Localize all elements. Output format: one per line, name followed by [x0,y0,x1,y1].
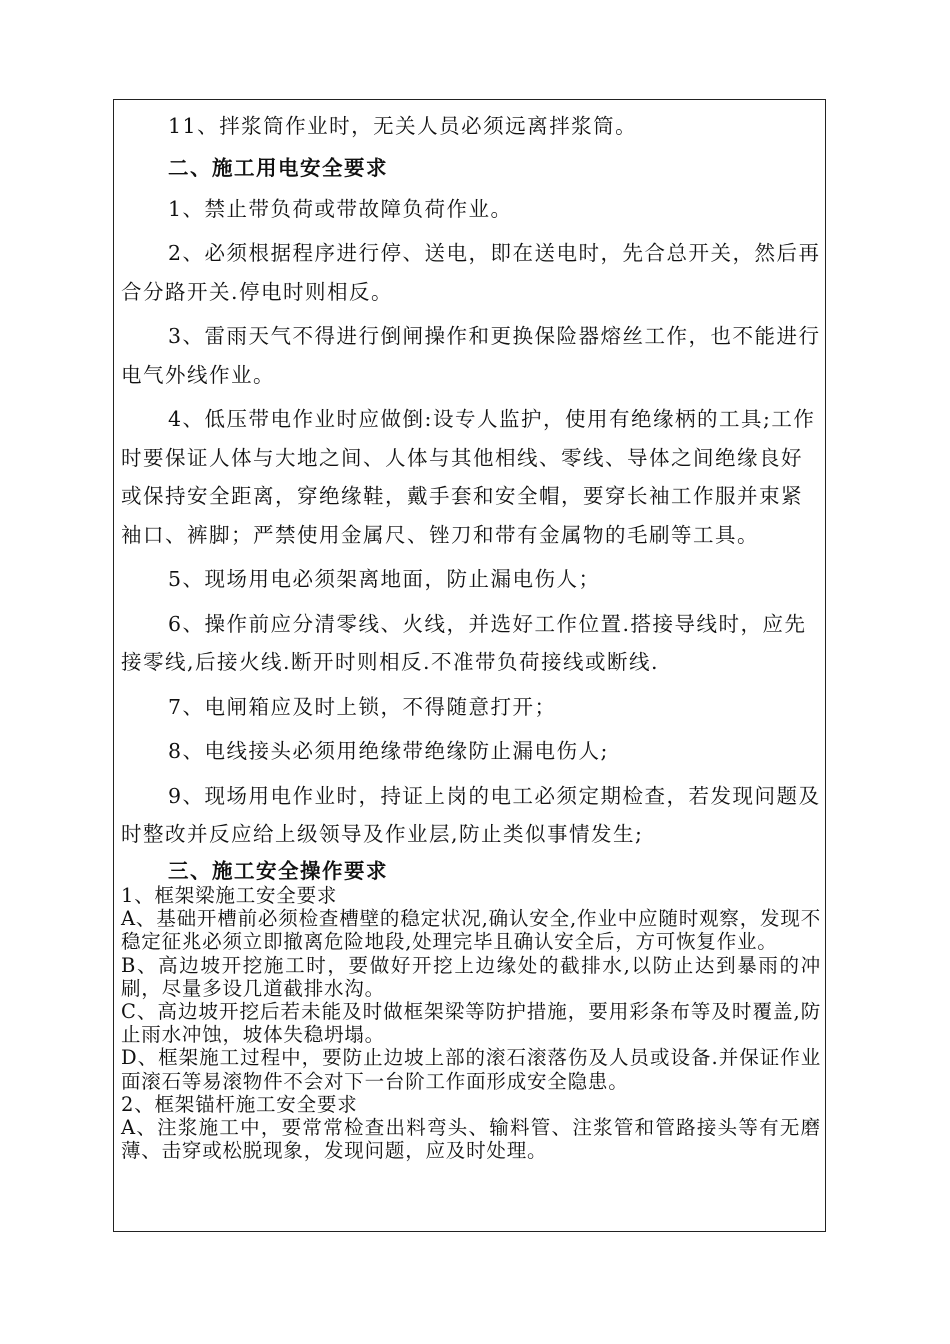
paragraph: 1、禁止带负荷或带故障负荷作业。 [168,196,513,221]
paragraph: 11、拌浆筒作业时，无关人员必须远离拌浆筒。 [168,114,638,138]
paragraph: A、基础开槽前必须检查槽壁的稳定状况,确认安全,作业中应随时观察，发现不稳定征兆必须立即撤离危险地段,处理完毕且确认安全后，方可恢复作业。 [121,907,821,954]
paragraph: 3、雷雨天气不得进行倒闸操作和更换保险器熔丝工作，也不能进行电气外线作业。 [121,324,821,387]
paragraph: 2、必须根据程序进行停、送电，即在送电时，先合总开关，然后再合分路开关.停电时则相反。 [121,241,821,304]
section-heading: 三、施工安全操作要求 [168,859,388,883]
paragraph: 7、电闸箱应及时上锁，不得随意打开； [168,694,557,719]
paragraph: B、高边坡开挖施工时，要做好开挖上边缘处的截排水,以防止达到暴雨的冲刷，尽量多设几道截排水沟。 [121,953,821,1000]
paragraph: 4、低压带电作业时应做倒:设专人监护，使用有绝缘柄的工具;工作时要保证人体与大地之间、人体与其他相线、零线、导体之间绝缘良好或保持安全距离，穿绝缘鞋，戴手套和安全帽，要穿长袖工作服并束紧袖口、裤脚；严禁使用金属尺、锉刀和带有金属物的毛刷等工具。 [121,407,816,547]
dense-section [121,858,821,1162]
paragraph: 8、电线接头必须用绝缘带绝缘防止漏电伤人; [168,739,609,763]
paragraph: 5、现场用电必须架离地面，防止漏电伤人； [168,567,601,591]
paragraph: D、框架施工过程中，要防止边坡上部的滚石滚落伤及人员或设备.并保证作业面滚石等易滚物件不会对下一台阶工作面形成安全隐患。 [121,1046,821,1093]
paragraph: A、注浆施工中，要常常检查出料弯头、输料管、注浆管和管路接头等有无磨薄、击穿或松脱现象，发现问题，应及时处理。 [121,1116,821,1163]
section-heading: 二、施工用电安全要求 [168,155,388,180]
paragraph: 9、现场用电作业时，持证上岗的电工必须定期检查，若发现问题及时整改并反应给上级领导及作业层,防止类似事情发生; [121,783,821,846]
subsection-title: 2、框架锚杆施工安全要求 [121,1092,358,1116]
subsection-title: 1、框架梁施工安全要求 [121,884,338,907]
paragraph: C、高边坡开挖后若未能及时做框架梁等防护措施，要用彩条布等及时覆盖,防止雨水冲蚀，坡体失稳坍塌。 [121,1000,821,1047]
paragraph: 6、操作前应分清零线、火线，并选好工作位置.搭接导线时，应先接零线,后接火线.断开时则相反.不准带负荷接线或断线. [121,611,807,674]
document-body [121,104,821,857]
